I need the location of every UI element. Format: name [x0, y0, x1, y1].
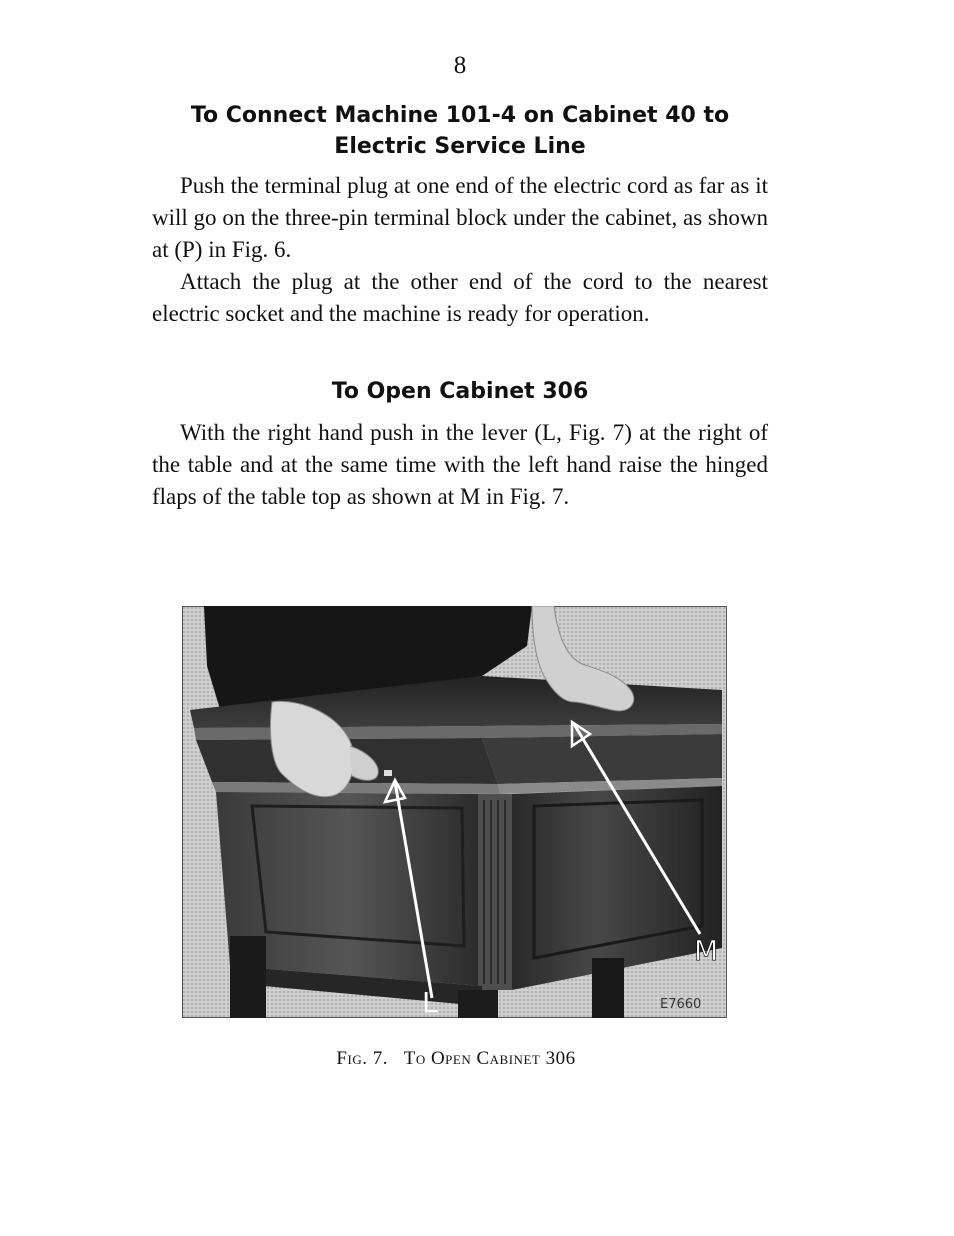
label-M: M [694, 934, 719, 967]
label-L: L [422, 986, 438, 1018]
caption-prefix: Fig. 7. [336, 1048, 388, 1069]
plate-number: E7660 [660, 997, 702, 1012]
lever-L [384, 770, 392, 776]
paragraph-attach-plug: Attach the plug at the other end of the cord to the nearest electric socket and the machine is ready for operation. [152, 269, 768, 326]
heading-line-2: Electric Service Line [334, 134, 586, 159]
page-content [152, 100, 768, 513]
section-heading-open-cabinet: To Open Cabinet 306 [331, 379, 589, 404]
cabinet-leg-left [230, 936, 266, 1018]
figure-photo [182, 606, 727, 1018]
page-number: 8 [453, 52, 467, 79]
heading-line-1: To Connect Machine 101-4 on Cabinet 40 to [190, 103, 730, 128]
paragraph-open-cabinet: With the right hand push in the lever (L, Fig. 7) at the right of the table and at the same time with the left hand raise the hinged flaps of the table top as shown at M in Fig. 7. [152, 420, 768, 509]
caption-text: To Open Cabinet 306 [403, 1048, 576, 1069]
cabinet-leg-right [592, 958, 624, 1018]
figure-caption [0, 1048, 912, 1070]
cabinet-leg-middle [458, 990, 498, 1018]
cabinet-photo [182, 606, 727, 1018]
paragraph-terminal-plug: Push the terminal plug at one end of the electric cord as far as it will go on the three-pin terminal block under the cabinet, as shown at (P) in Fig. 6. [152, 173, 768, 262]
section-heading-connect [152, 100, 768, 162]
